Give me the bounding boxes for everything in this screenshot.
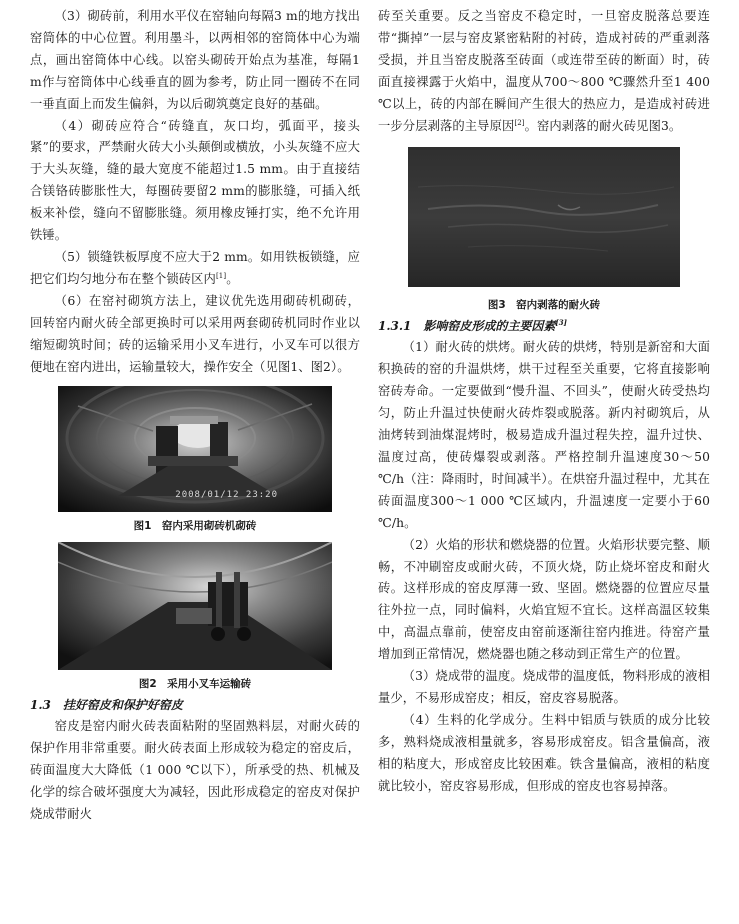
figure-1 bbox=[30, 386, 360, 534]
paragraph-step-5-end: 。 bbox=[226, 271, 239, 286]
paragraph-kiln-coating: 窑皮是窑内耐火砖表面粘附的坚固熟料层，对耐火砖的保护作用非常重要。耐火砖表面上形成较为稳定的窑皮后，砖面温度大大降低（1 000 ℃以下），所承受的热、机械及化学的综合破坏强度大为减轻，因此形成稳定的窑皮对保护烧成带耐火 bbox=[30, 719, 360, 822]
spalled-brick-image bbox=[408, 147, 680, 287]
paragraph-step-6: （6）在窑衬砌筑方法上，建议优先选用砌砖机砌砖，回转窑内耐火砖全部更换时可以采用两套砌砖机同时作业以缩短砌筑时间；砖的运输采用小叉车进行，小叉车可以很方便地在窑内进出，运输量较大，操作安全（见图1、图2）。 bbox=[30, 293, 360, 374]
left-column bbox=[30, 6, 360, 826]
kiln-forklift-image bbox=[58, 542, 332, 670]
paragraph-factor-2: （2）火焰的形状和燃烧器的位置。火焰形状要完整、顺畅，不冲刷窑皮或耐火砖，不顶火烧，防止烧坏窑皮和耐火砖。这样形成的窑皮厚薄一致、坚固。燃烧器的位置应尽量往外拉一点，同时偏料，火焰宜短不宜长。这样高温区较集中，高温点靠前，使窑皮由窑前逐渐往窑内推进。待窑产量增加到正常情况，燃烧器也随之移动到正常生产的位置。 bbox=[378, 537, 710, 662]
paragraph-step-5-text: （5）锁缝铁板厚度不应大于2 mm。如用铁板锁缝，应把它们均匀地分布在整个锁砖区内 bbox=[30, 249, 360, 286]
paragraph-step-4: （4）砌砖应符合“砖缝直，灰口均，弧面平，接头紧”的要求，严禁耐火砖大小头颠倒或横放，小头灰缝不应大于大头灰缝，缝的最大宽度不能超过1.5 mm。由于直接结合镁铬砖膨胀性大，每圈砖要留2 mm的膨胀缝，可插入纸板来补偿，缝向不留膨胀缝。须用橡皮锤打实，绝不允许用铁锤。 bbox=[30, 118, 360, 243]
right-column bbox=[378, 6, 710, 797]
figure-1-caption: 图1 窑内采用砌砖机砌砖 bbox=[133, 520, 257, 533]
figure-2 bbox=[30, 542, 360, 692]
paragraph-step-3: （3）砌砖前，利用水平仪在窑轴向每隔3 m的地方找出窑筒体的中心位置。利用墨斗，以两相邻的窑筒体中心为端点，画出窑筒体中心线。以窑头砌砖开始点为基准，每隔1 m作与窑筒体中心线垂直的圆为参考，防止同一圈砖不在同一垂直面上而发生偏斜，为以后砌筑奠定良好的基础。 bbox=[30, 9, 360, 111]
photo-timestamp: 2008/01/12 23:20 bbox=[175, 490, 278, 501]
paragraph-factor-4: （4）生料的化学成分。生料中铝质与铁质的成分比较多，熟料烧成液相量就多，容易形成窑皮。铝含量偏高，液相的粘度大，形成窑皮比较困难。铁含量偏高，液相的粘度就比较小，窑皮容易形成，但形成的窑皮也容易掉落。 bbox=[378, 712, 710, 793]
figure-3 bbox=[378, 147, 710, 313]
citation-ref-3: [3] bbox=[555, 318, 567, 328]
figure-3-caption: 图3 窑内剥落的耐火砖 bbox=[487, 299, 601, 312]
figure-2-caption: 图2 采用小叉车运输砖 bbox=[138, 678, 252, 691]
citation-ref-2: [2] bbox=[514, 118, 525, 127]
paragraph-coating-end: 。窑内剥落的耐火砖见图3。 bbox=[524, 118, 682, 133]
paragraph-coating-text: 砖至关重要。反之当窑皮不稳定时，一旦窑皮脱落总要连带“撕掉”一层与窑皮紧密粘附的衬砖，造成衬砖的严重剥落受损，并且当窑皮脱落至砖面（或连带至砖的断面）时，砖面直接裸露于火焰中，温度从700～800 ℃骤然升至1 400 ℃以上，砖的内部在瞬间产生很大的热应力，是造成衬砖进一步分层剥落的主导原因 bbox=[378, 9, 710, 133]
figure-1-photo bbox=[58, 386, 332, 512]
citation-ref-1: [1] bbox=[215, 271, 227, 280]
section-heading-1-3: 1.3 挂好窑皮和保护好窑皮 bbox=[30, 698, 183, 713]
figure-2-photo bbox=[58, 542, 332, 670]
paragraph-factor-1: （1）耐火砖的烘烤。耐火砖的烘烤，特别是新窑和大面积换砖的窑的升温烘烤，烘干过程至关重要，它将直接影响窑砖寿命。一定要做到“慢升温、不回头”，使耐火砖受热均匀，防止升温过快使耐火砖炸裂或脱落。新内衬砌筑后，从油烤转到油煤混烤时，极易造成升温过程失控，温升过快、温度过高，使砖爆裂或剥落。严格控制升温速度30～50 ℃/h（注：降雨时，时间减半）。在烘窑升温过程中，尤其在砖面温度300～1 000 ℃区域内，升温速度一定要小于60 ℃/h。 bbox=[378, 340, 710, 530]
section-heading-1-3-1 bbox=[378, 315, 710, 337]
paragraph-step-5 bbox=[30, 247, 360, 291]
paragraph-factor-3: （3）烧成带的温度。烧成带的温度低，物料形成的液相量少，不易形成窑皮；相反，窑皮容易脱落。 bbox=[378, 669, 710, 705]
paragraph-coating-continued bbox=[378, 6, 710, 137]
section-heading-1-3-1-text: 1.3.1 影响窑皮形成的主要因素 bbox=[378, 319, 556, 334]
figure-3-photo bbox=[408, 147, 680, 287]
